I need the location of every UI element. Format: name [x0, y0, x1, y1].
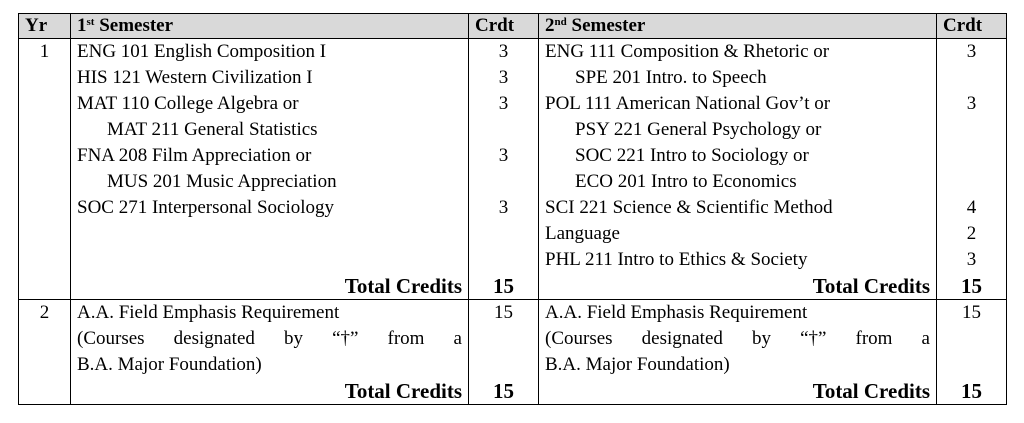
course-line: ENG 101 English Composition I [77, 41, 327, 62]
course-line: SCI 221 Science & Scientific Method [545, 197, 833, 218]
note-word: a [453, 328, 462, 349]
year-2-semester-2-credit: 15 [937, 300, 1007, 379]
header-semester-2: 2nd Semester [539, 14, 937, 39]
header-year: Yr [19, 14, 71, 39]
year-1-semester-2-total-label: Total Credits [539, 273, 937, 300]
year-2-semester-1-credit: 15 [469, 300, 539, 379]
year-1-semester-1-total: 15 [469, 273, 539, 300]
course-line: B.A. Major Foundation) [77, 354, 262, 375]
year-2-semester-2-courses [539, 300, 937, 379]
year-1-semester-2-courses [539, 39, 937, 274]
credit-value: 3 [498, 67, 509, 88]
header-credit-2: Crdt [937, 14, 1007, 39]
year-2-label: 2 [19, 300, 71, 379]
note-word: a [921, 328, 930, 349]
credit-value: 2 [966, 223, 977, 244]
year-1-semester-2-total: 15 [937, 273, 1007, 300]
year-1-semester-1-credits [469, 39, 539, 274]
year-2-total-spacer [19, 378, 71, 405]
degree-plan-table [18, 13, 1007, 405]
year-2-total-row [19, 378, 1007, 405]
course-line: HIS 121 Western Civilization I [77, 67, 313, 88]
credit-value: 3 [498, 145, 509, 166]
year-1-courses-row [19, 39, 1007, 274]
header-credit-1: Crdt [469, 14, 539, 39]
credit-value: 3 [498, 41, 509, 62]
course-line: A.A. Field Emphasis Requirement [77, 302, 340, 323]
credit-value [943, 143, 1000, 169]
course-line: Language [545, 223, 620, 244]
note-word: (Courses [77, 328, 145, 349]
credit-value: 3 [966, 249, 977, 270]
year-2-semester-1-courses [71, 300, 469, 379]
course-line: SOC 271 Interpersonal Sociology [77, 197, 335, 218]
year-1-semester-1-courses [71, 39, 469, 274]
course-line: B.A. Major Foundation) [545, 354, 730, 375]
course-line: PHL 211 Intro to Ethics & Society [545, 249, 808, 270]
course-line: MUS 201 Music Appreciation [107, 171, 337, 192]
year-1-label: 1 [19, 39, 71, 274]
note-word: “†” [800, 328, 827, 349]
credit-value: 4 [966, 197, 977, 218]
year-1-total-row [19, 273, 1007, 300]
course-line: ECO 201 Intro to Economics [575, 171, 797, 192]
course-note-line [77, 326, 462, 352]
note-word: designated [641, 328, 723, 349]
credit-value [475, 117, 532, 143]
course-line: PSY 221 General Psychology or [575, 119, 822, 140]
year-1-total-spacer [19, 273, 71, 300]
credit-value: 3 [966, 93, 977, 114]
credit-value [943, 117, 1000, 143]
course-note-line [545, 326, 930, 352]
note-word: designated [173, 328, 255, 349]
year-2-semester-2-total-label: Total Credits [539, 378, 937, 405]
course-line: A.A. Field Emphasis Requirement [545, 302, 808, 323]
note-word: from [855, 328, 893, 349]
credit-value: 3 [498, 197, 509, 218]
credit-value [943, 169, 1000, 195]
credit-value: 3 [966, 41, 977, 62]
header-row [19, 14, 1007, 39]
credit-value [943, 65, 1000, 91]
course-line: FNA 208 Film Appreciation or [77, 145, 312, 166]
year-2-semester-1-total: 15 [469, 378, 539, 405]
credit-value [475, 169, 532, 195]
year-1-semester-1-total-label: Total Credits [71, 273, 469, 300]
year-2-semester-2-total: 15 [937, 378, 1007, 405]
year-1-semester-2-credits [937, 39, 1007, 274]
course-line: SOC 221 Intro to Sociology or [575, 145, 809, 166]
header-semester-1: 1st Semester [71, 14, 469, 39]
note-word: “†” [332, 328, 359, 349]
year-2-courses-row [19, 300, 1007, 379]
course-line: MAT 211 General Statistics [107, 119, 318, 140]
course-line: POL 111 American National Gov’t or [545, 93, 831, 114]
note-word: from [387, 328, 425, 349]
note-word: by [751, 328, 771, 349]
credit-value: 3 [498, 93, 509, 114]
note-word: (Courses [545, 328, 613, 349]
course-line: MAT 110 College Algebra or [77, 93, 299, 114]
year-2-semester-1-total-label: Total Credits [71, 378, 469, 405]
course-line: ENG 111 Composition & Rhetoric or [545, 41, 830, 62]
note-word: by [283, 328, 303, 349]
course-line: SPE 201 Intro. to Speech [575, 67, 767, 88]
